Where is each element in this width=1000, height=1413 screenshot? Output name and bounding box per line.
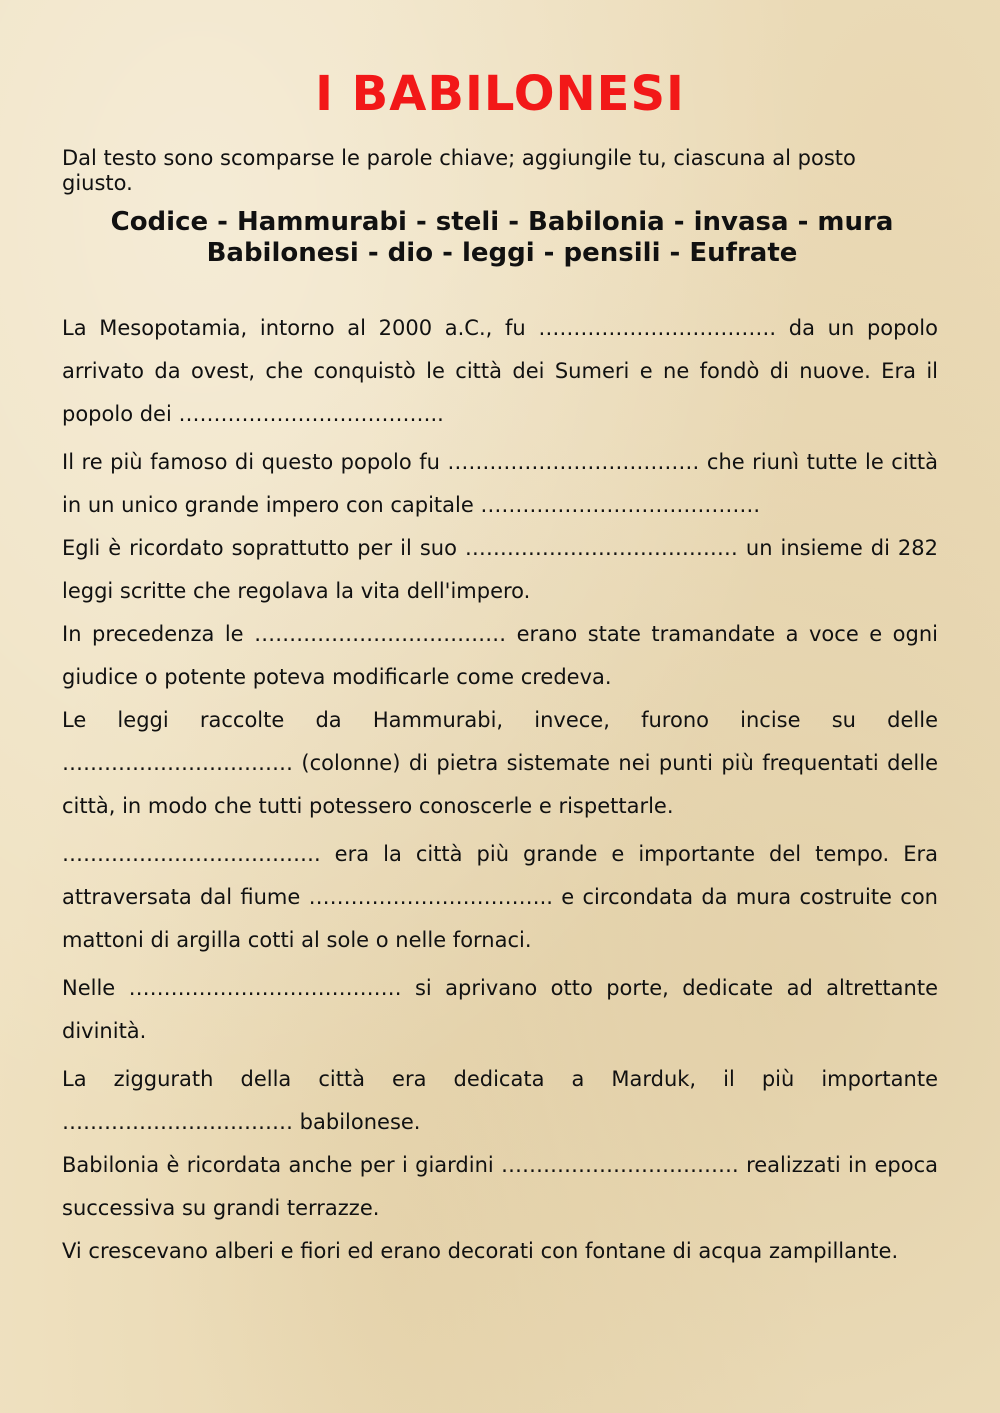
- paragraph: La Mesopotamia, intorno al 2000 a.C., fu ……………………………. da un popolo arrivato da ovest, che conquistò le città dei Sumeri e ne fondò di nuove. Era il popolo dei ………………………………..: [62, 316, 938, 426]
- keyword-line: Babilonesi - dio - leggi - pensili - Eufrate: [206, 238, 798, 268]
- paragraph: Il re più famoso di questo popolo fu ……………………………… che riunì tutte le città in un unico grande impero con capitale ………………………………….: [62, 450, 938, 517]
- paragraph: Egli è ricordato soprattutto per il suo ………………………………… un insieme di 282 leggi scritte che regolava la vita dell'impero.: [62, 536, 938, 603]
- paragraph: Le leggi raccolte da Hammurabi, invece, furono incise su delle …………………………… (colonne) di pietra sistemate nei punti più frequentati delle città, in modo che tutti potessero conoscerle e rispettarle.: [62, 708, 938, 818]
- paragraph: ………………………………. era la città più grande e importante del tempo. Era attraversata dal fiume …………………………….. e circondata da mura costruite con mattoni di argilla cotti al sole o nelle fornaci.: [62, 842, 938, 952]
- keyword-line: Codice - Hammurabi - steli - Babilonia - invasa - mura: [110, 207, 894, 237]
- page-title: I BABILONESI: [315, 66, 685, 122]
- paragraph: In precedenza le ……………………………… erano state tramandate a voce e ogni giudice o potente poteva modificarle come credeva.: [62, 622, 938, 689]
- instructions: Dal testo sono scomparse le parole chiave; aggiungile tu, ciascuna al posto giusto.: [62, 146, 856, 195]
- paragraph: Babilonia è ricordata anche per i giardini ……………………………. realizzati in epoca successiva su grandi terrazze.: [62, 1153, 938, 1220]
- keyword-bank: [40, 207, 964, 269]
- paragraph: Nelle ………………………………… si aprivano otto porte, dedicate ad altrettante divinità.: [62, 976, 938, 1043]
- paragraph: Vi crescevano alberi e fiori ed erano decorati con fontane di acqua zampillante.: [62, 1239, 899, 1263]
- paragraph: La ziggurath della città era dedicata a Marduk, il più importante …………………………… babilonese.: [62, 1067, 938, 1134]
- cloze-text: [62, 307, 938, 1273]
